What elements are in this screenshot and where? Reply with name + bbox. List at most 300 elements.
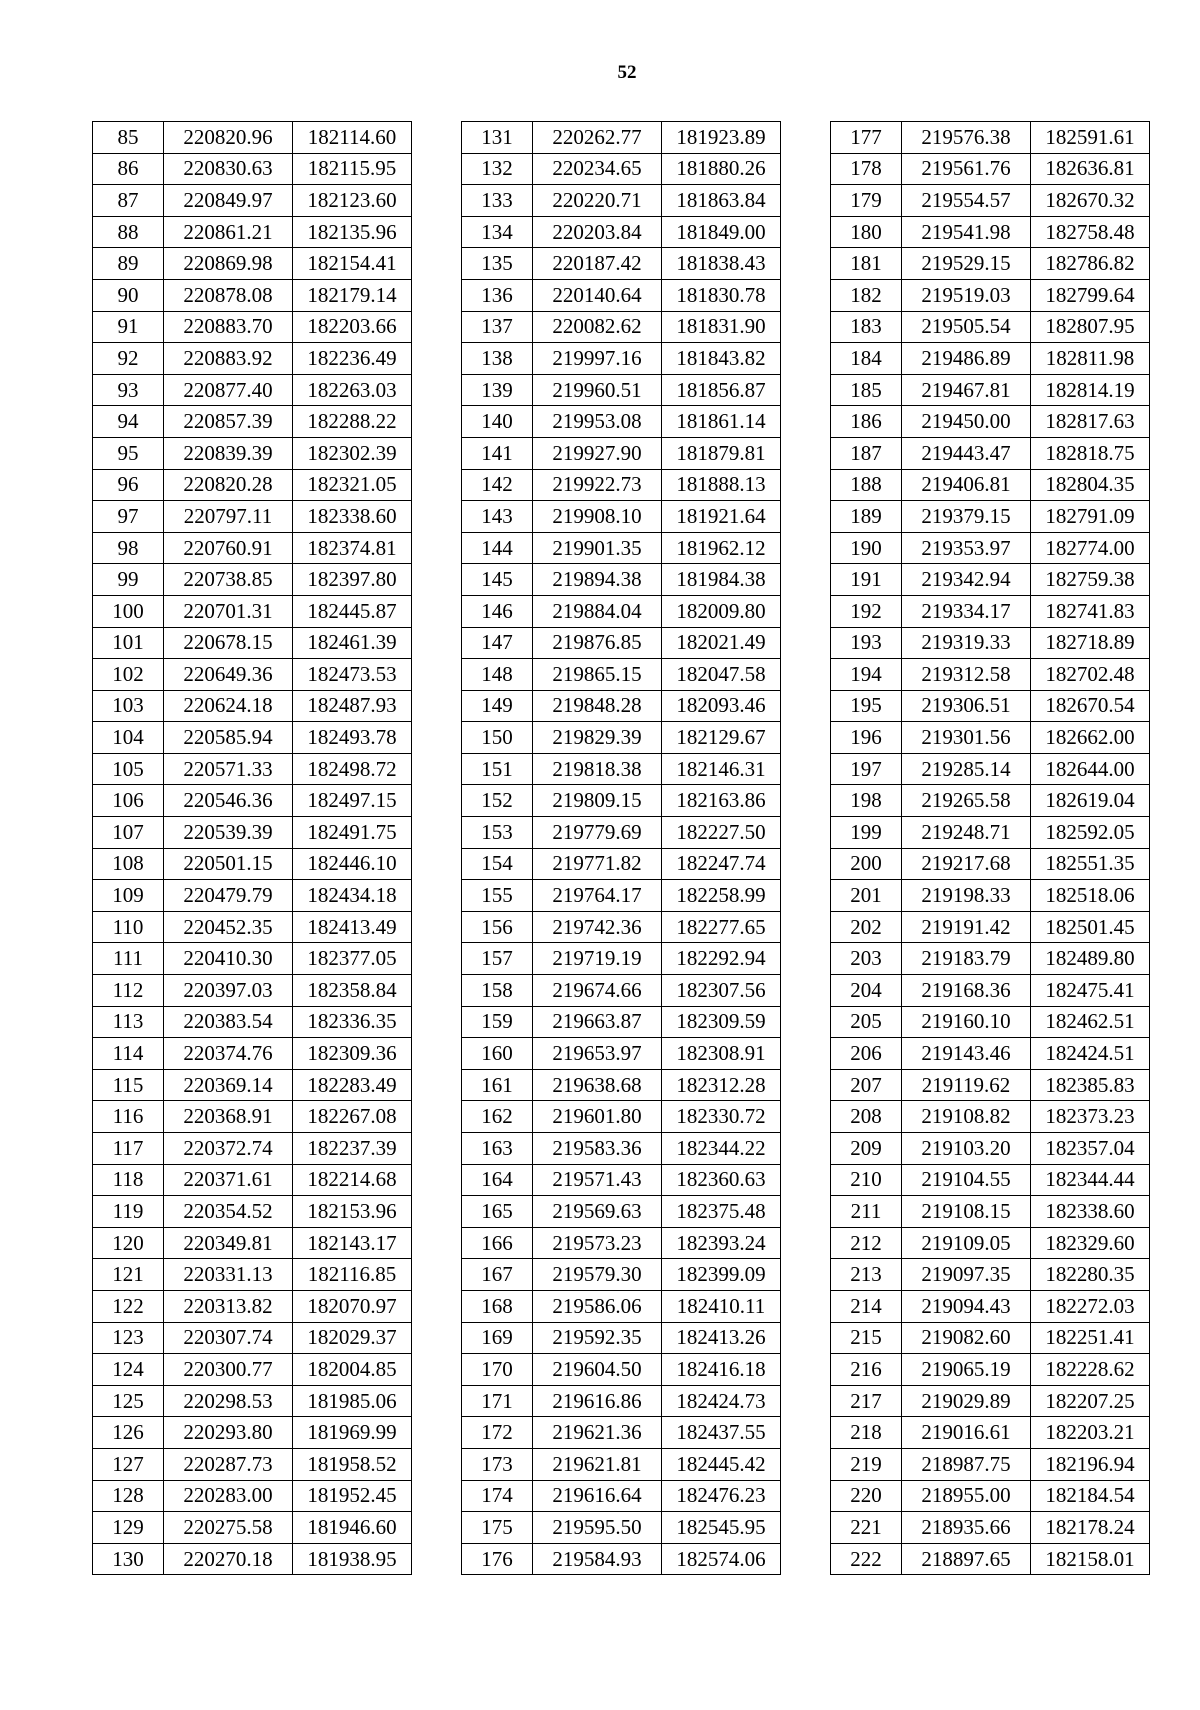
point-number-cell: 117 [93, 1133, 164, 1165]
point-number-cell: 102 [93, 659, 164, 691]
point-number-cell: 153 [462, 817, 533, 849]
x-coordinate-cell: 219719.19 [533, 943, 662, 975]
point-number-cell: 210 [831, 1164, 902, 1196]
point-number-cell: 217 [831, 1385, 902, 1417]
y-coordinate-cell: 182424.73 [662, 1385, 781, 1417]
y-coordinate-cell: 182123.60 [293, 185, 412, 217]
y-coordinate-cell: 182413.26 [662, 1322, 781, 1354]
table-row [93, 659, 412, 691]
point-number-cell: 177 [831, 122, 902, 154]
point-number-cell: 173 [462, 1448, 533, 1480]
y-coordinate-cell: 182163.86 [662, 785, 781, 817]
table-row [93, 1512, 412, 1544]
y-coordinate-cell: 181923.89 [662, 122, 781, 154]
y-coordinate-cell: 182377.05 [293, 943, 412, 975]
point-number-cell: 164 [462, 1164, 533, 1196]
table-row [831, 501, 1150, 533]
table-row [831, 1133, 1150, 1165]
x-coordinate-cell: 220234.65 [533, 153, 662, 185]
y-coordinate-cell: 182811.98 [1031, 343, 1150, 375]
table-row [93, 437, 412, 469]
x-coordinate-cell: 219997.16 [533, 343, 662, 375]
y-coordinate-cell: 182818.75 [1031, 437, 1150, 469]
table-row [831, 943, 1150, 975]
x-coordinate-cell: 219829.39 [533, 722, 662, 754]
x-coordinate-cell: 220313.82 [164, 1290, 293, 1322]
point-number-cell: 161 [462, 1069, 533, 1101]
y-coordinate-cell: 181969.99 [293, 1417, 412, 1449]
y-coordinate-cell: 181952.45 [293, 1480, 412, 1512]
y-coordinate-cell: 182336.35 [293, 1006, 412, 1038]
point-number-cell: 187 [831, 437, 902, 469]
x-coordinate-cell: 219922.73 [533, 469, 662, 501]
x-coordinate-cell: 219119.62 [902, 1069, 1031, 1101]
table-row [831, 1164, 1150, 1196]
y-coordinate-cell: 181880.26 [662, 153, 781, 185]
point-number-cell: 191 [831, 564, 902, 596]
x-coordinate-cell: 220820.28 [164, 469, 293, 501]
y-coordinate-cell: 182178.24 [1031, 1512, 1150, 1544]
x-coordinate-cell: 219108.82 [902, 1101, 1031, 1133]
x-coordinate-cell: 220368.91 [164, 1101, 293, 1133]
y-coordinate-cell: 182670.32 [1031, 185, 1150, 217]
table-row [93, 1259, 412, 1291]
x-coordinate-cell: 219595.50 [533, 1512, 662, 1544]
point-number-cell: 184 [831, 343, 902, 375]
x-coordinate-cell: 219674.66 [533, 975, 662, 1007]
x-coordinate-cell: 219865.15 [533, 659, 662, 691]
table-row [93, 1417, 412, 1449]
x-coordinate-cell: 218987.75 [902, 1448, 1031, 1480]
x-coordinate-cell: 220283.00 [164, 1480, 293, 1512]
y-coordinate-cell: 182791.09 [1031, 501, 1150, 533]
y-coordinate-cell: 182385.83 [1031, 1069, 1150, 1101]
point-number-cell: 193 [831, 627, 902, 659]
table-row [831, 122, 1150, 154]
y-coordinate-cell: 182283.49 [293, 1069, 412, 1101]
x-coordinate-cell: 219541.98 [902, 216, 1031, 248]
point-number-cell: 163 [462, 1133, 533, 1165]
y-coordinate-cell: 182312.28 [662, 1069, 781, 1101]
x-coordinate-cell: 219104.55 [902, 1164, 1031, 1196]
y-coordinate-cell: 182309.36 [293, 1038, 412, 1070]
x-coordinate-cell: 220571.33 [164, 753, 293, 785]
y-coordinate-cell: 182758.48 [1031, 216, 1150, 248]
point-number-cell: 186 [831, 406, 902, 438]
y-coordinate-cell: 181984.38 [662, 564, 781, 596]
point-number-cell: 192 [831, 595, 902, 627]
x-coordinate-cell: 219168.36 [902, 975, 1031, 1007]
y-coordinate-cell: 182158.01 [1031, 1543, 1150, 1575]
y-coordinate-cell: 182814.19 [1031, 374, 1150, 406]
table-row [462, 880, 781, 912]
y-coordinate-cell: 181831.90 [662, 311, 781, 343]
x-coordinate-cell: 219306.51 [902, 690, 1031, 722]
table-row [831, 1259, 1150, 1291]
point-number-cell: 94 [93, 406, 164, 438]
point-number-cell: 208 [831, 1101, 902, 1133]
table-row [93, 785, 412, 817]
y-coordinate-cell: 182489.80 [1031, 943, 1150, 975]
table-row [462, 1322, 781, 1354]
x-coordinate-cell: 219198.33 [902, 880, 1031, 912]
point-number-cell: 162 [462, 1101, 533, 1133]
x-coordinate-cell: 220140.64 [533, 279, 662, 311]
point-number-cell: 137 [462, 311, 533, 343]
y-coordinate-cell: 181962.12 [662, 532, 781, 564]
table-row [93, 1069, 412, 1101]
point-number-cell: 148 [462, 659, 533, 691]
point-number-cell: 185 [831, 374, 902, 406]
x-coordinate-cell: 219342.94 [902, 564, 1031, 596]
y-coordinate-cell: 182227.50 [662, 817, 781, 849]
x-coordinate-cell: 220275.58 [164, 1512, 293, 1544]
x-coordinate-cell: 219312.58 [902, 659, 1031, 691]
table-row [831, 1069, 1150, 1101]
y-coordinate-cell: 182374.81 [293, 532, 412, 564]
point-number-cell: 152 [462, 785, 533, 817]
y-coordinate-cell: 182461.39 [293, 627, 412, 659]
point-number-cell: 176 [462, 1543, 533, 1575]
y-coordinate-cell: 182329.60 [1031, 1227, 1150, 1259]
y-coordinate-cell: 182009.80 [662, 595, 781, 627]
y-coordinate-cell: 182445.87 [293, 595, 412, 627]
point-number-cell: 103 [93, 690, 164, 722]
table-row [93, 532, 412, 564]
point-number-cell: 213 [831, 1259, 902, 1291]
table-row [93, 153, 412, 185]
table-row [462, 1101, 781, 1133]
point-number-cell: 85 [93, 122, 164, 154]
point-number-cell: 216 [831, 1354, 902, 1386]
y-coordinate-cell: 182498.72 [293, 753, 412, 785]
y-coordinate-cell: 182799.64 [1031, 279, 1150, 311]
point-number-cell: 200 [831, 848, 902, 880]
point-number-cell: 150 [462, 722, 533, 754]
point-number-cell: 159 [462, 1006, 533, 1038]
x-coordinate-cell: 220883.92 [164, 343, 293, 375]
coordinate-table-3 [830, 121, 1150, 1575]
x-coordinate-cell: 220585.94 [164, 722, 293, 754]
table-row [462, 532, 781, 564]
y-coordinate-cell: 182462.51 [1031, 1006, 1150, 1038]
x-coordinate-cell: 219029.89 [902, 1385, 1031, 1417]
y-coordinate-cell: 182196.94 [1031, 1448, 1150, 1480]
x-coordinate-cell: 218955.00 [902, 1480, 1031, 1512]
x-coordinate-cell: 219301.56 [902, 722, 1031, 754]
x-coordinate-cell: 220760.91 [164, 532, 293, 564]
table-row [462, 153, 781, 185]
x-coordinate-cell: 219571.43 [533, 1164, 662, 1196]
y-coordinate-cell: 182288.22 [293, 406, 412, 438]
coordinate-table-1 [92, 121, 412, 1575]
table-row [831, 216, 1150, 248]
y-coordinate-cell: 182004.85 [293, 1354, 412, 1386]
point-number-cell: 154 [462, 848, 533, 880]
y-coordinate-cell: 182807.95 [1031, 311, 1150, 343]
y-coordinate-cell: 182207.25 [1031, 1385, 1150, 1417]
table-row [93, 1480, 412, 1512]
x-coordinate-cell: 219467.81 [902, 374, 1031, 406]
x-coordinate-cell: 220797.11 [164, 501, 293, 533]
page-number: 52 [617, 62, 637, 83]
table-row [831, 975, 1150, 1007]
table-row [831, 437, 1150, 469]
table-row [831, 1196, 1150, 1228]
y-coordinate-cell: 182473.53 [293, 659, 412, 691]
table-row [462, 911, 781, 943]
y-coordinate-cell: 182662.00 [1031, 722, 1150, 754]
point-number-cell: 141 [462, 437, 533, 469]
table-row [831, 690, 1150, 722]
point-number-cell: 132 [462, 153, 533, 185]
y-coordinate-cell: 182475.41 [1031, 975, 1150, 1007]
table-row [831, 1417, 1150, 1449]
y-coordinate-cell: 182302.39 [293, 437, 412, 469]
x-coordinate-cell: 220857.39 [164, 406, 293, 438]
table-row [93, 279, 412, 311]
point-number-cell: 195 [831, 690, 902, 722]
table-row [831, 1101, 1150, 1133]
x-coordinate-cell: 220738.85 [164, 564, 293, 596]
x-coordinate-cell: 219901.35 [533, 532, 662, 564]
y-coordinate-cell: 182410.11 [662, 1290, 781, 1322]
x-coordinate-cell: 219443.47 [902, 437, 1031, 469]
y-coordinate-cell: 182373.23 [1031, 1101, 1150, 1133]
point-number-cell: 203 [831, 943, 902, 975]
x-coordinate-cell: 220372.74 [164, 1133, 293, 1165]
y-coordinate-cell: 182277.65 [662, 911, 781, 943]
point-number-cell: 113 [93, 1006, 164, 1038]
x-coordinate-cell: 219097.35 [902, 1259, 1031, 1291]
y-coordinate-cell: 181843.82 [662, 343, 781, 375]
point-number-cell: 98 [93, 532, 164, 564]
table-row [93, 248, 412, 280]
table-row [462, 406, 781, 438]
y-coordinate-cell: 182393.24 [662, 1227, 781, 1259]
table-row [831, 911, 1150, 943]
x-coordinate-cell: 219082.60 [902, 1322, 1031, 1354]
point-number-cell: 157 [462, 943, 533, 975]
x-coordinate-cell: 219616.64 [533, 1480, 662, 1512]
point-number-cell: 189 [831, 501, 902, 533]
table-row [462, 1259, 781, 1291]
table-row [93, 1354, 412, 1386]
table-row [93, 469, 412, 501]
y-coordinate-cell: 182591.61 [1031, 122, 1150, 154]
y-coordinate-cell: 182491.75 [293, 817, 412, 849]
table-row [462, 595, 781, 627]
x-coordinate-cell: 219604.50 [533, 1354, 662, 1386]
table-row [93, 122, 412, 154]
table-row [93, 1006, 412, 1038]
x-coordinate-cell: 220878.08 [164, 279, 293, 311]
y-coordinate-cell: 181938.95 [293, 1543, 412, 1575]
x-coordinate-cell: 219573.23 [533, 1227, 662, 1259]
y-coordinate-cell: 182399.09 [662, 1259, 781, 1291]
y-coordinate-cell: 182338.60 [293, 501, 412, 533]
x-coordinate-cell: 219579.30 [533, 1259, 662, 1291]
x-coordinate-cell: 220187.42 [533, 248, 662, 280]
y-coordinate-cell: 182592.05 [1031, 817, 1150, 849]
table-row [831, 1038, 1150, 1070]
point-number-cell: 134 [462, 216, 533, 248]
table-row [831, 785, 1150, 817]
y-coordinate-cell: 182759.38 [1031, 564, 1150, 596]
point-number-cell: 188 [831, 469, 902, 501]
y-coordinate-cell: 181863.84 [662, 185, 781, 217]
x-coordinate-cell: 219450.00 [902, 406, 1031, 438]
table-row [462, 1227, 781, 1259]
point-number-cell: 130 [93, 1543, 164, 1575]
table-row [462, 279, 781, 311]
point-number-cell: 204 [831, 975, 902, 1007]
x-coordinate-cell: 219529.15 [902, 248, 1031, 280]
y-coordinate-cell: 182786.82 [1031, 248, 1150, 280]
table-row [462, 469, 781, 501]
point-number-cell: 151 [462, 753, 533, 785]
point-number-cell: 131 [462, 122, 533, 154]
x-coordinate-cell: 219848.28 [533, 690, 662, 722]
point-number-cell: 144 [462, 532, 533, 564]
x-coordinate-cell: 220307.74 [164, 1322, 293, 1354]
point-number-cell: 93 [93, 374, 164, 406]
table-row [462, 1133, 781, 1165]
point-number-cell: 108 [93, 848, 164, 880]
point-number-cell: 86 [93, 153, 164, 185]
point-number-cell: 104 [93, 722, 164, 754]
y-coordinate-cell: 182129.67 [662, 722, 781, 754]
table-row [831, 311, 1150, 343]
table-row [462, 343, 781, 375]
table-row [462, 1038, 781, 1070]
table-row [831, 1006, 1150, 1038]
point-number-cell: 221 [831, 1512, 902, 1544]
table-row [93, 1133, 412, 1165]
x-coordinate-cell: 220397.03 [164, 975, 293, 1007]
y-coordinate-cell: 182135.96 [293, 216, 412, 248]
x-coordinate-cell: 219818.38 [533, 753, 662, 785]
point-number-cell: 106 [93, 785, 164, 817]
table-row [462, 564, 781, 596]
table-row [93, 1164, 412, 1196]
x-coordinate-cell: 219583.36 [533, 1133, 662, 1165]
y-coordinate-cell: 182476.23 [662, 1480, 781, 1512]
x-coordinate-cell: 220678.15 [164, 627, 293, 659]
point-number-cell: 100 [93, 595, 164, 627]
y-coordinate-cell: 182228.62 [1031, 1354, 1150, 1386]
y-coordinate-cell: 182236.49 [293, 343, 412, 375]
point-number-cell: 115 [93, 1069, 164, 1101]
x-coordinate-cell: 219601.80 [533, 1101, 662, 1133]
x-coordinate-cell: 219742.36 [533, 911, 662, 943]
y-coordinate-cell: 182184.54 [1031, 1480, 1150, 1512]
point-number-cell: 116 [93, 1101, 164, 1133]
table-row [462, 1480, 781, 1512]
point-number-cell: 206 [831, 1038, 902, 1070]
table-row [831, 848, 1150, 880]
y-coordinate-cell: 182413.49 [293, 911, 412, 943]
point-number-cell: 146 [462, 595, 533, 627]
y-coordinate-cell: 181861.14 [662, 406, 781, 438]
table-row [831, 1385, 1150, 1417]
y-coordinate-cell: 182307.56 [662, 975, 781, 1007]
y-coordinate-cell: 182338.60 [1031, 1196, 1150, 1228]
y-coordinate-cell: 182330.72 [662, 1101, 781, 1133]
x-coordinate-cell: 219894.38 [533, 564, 662, 596]
coordinate-table-2 [461, 121, 781, 1575]
y-coordinate-cell: 182070.97 [293, 1290, 412, 1322]
table-row [462, 1354, 781, 1386]
point-number-cell: 89 [93, 248, 164, 280]
x-coordinate-cell: 220501.15 [164, 848, 293, 880]
y-coordinate-cell: 182114.60 [293, 122, 412, 154]
y-coordinate-cell: 182047.58 [662, 659, 781, 691]
y-coordinate-cell: 182203.21 [1031, 1417, 1150, 1449]
point-number-cell: 175 [462, 1512, 533, 1544]
table-row [93, 311, 412, 343]
y-coordinate-cell: 182029.37 [293, 1322, 412, 1354]
point-number-cell: 196 [831, 722, 902, 754]
y-coordinate-cell: 182214.68 [293, 1164, 412, 1196]
x-coordinate-cell: 219779.69 [533, 817, 662, 849]
table-row [462, 659, 781, 691]
table-row [462, 722, 781, 754]
y-coordinate-cell: 182146.31 [662, 753, 781, 785]
point-number-cell: 114 [93, 1038, 164, 1070]
point-number-cell: 122 [93, 1290, 164, 1322]
y-coordinate-cell: 182358.84 [293, 975, 412, 1007]
table-row [831, 880, 1150, 912]
x-coordinate-cell: 219876.85 [533, 627, 662, 659]
x-coordinate-cell: 220287.73 [164, 1448, 293, 1480]
x-coordinate-cell: 219653.97 [533, 1038, 662, 1070]
x-coordinate-cell: 220203.84 [533, 216, 662, 248]
table-row [462, 943, 781, 975]
x-coordinate-cell: 220883.70 [164, 311, 293, 343]
y-coordinate-cell: 181830.78 [662, 279, 781, 311]
point-number-cell: 190 [831, 532, 902, 564]
point-number-cell: 97 [93, 501, 164, 533]
table-row [462, 1290, 781, 1322]
point-number-cell: 105 [93, 753, 164, 785]
point-number-cell: 167 [462, 1259, 533, 1291]
point-number-cell: 180 [831, 216, 902, 248]
table-row [831, 248, 1150, 280]
y-coordinate-cell: 182670.54 [1031, 690, 1150, 722]
table-row [93, 880, 412, 912]
y-coordinate-cell: 181856.87 [662, 374, 781, 406]
y-coordinate-cell: 182774.00 [1031, 532, 1150, 564]
y-coordinate-cell: 182718.89 [1031, 627, 1150, 659]
table-row [93, 848, 412, 880]
y-coordinate-cell: 181838.43 [662, 248, 781, 280]
y-coordinate-cell: 182741.83 [1031, 595, 1150, 627]
point-number-cell: 171 [462, 1385, 533, 1417]
x-coordinate-cell: 220270.18 [164, 1543, 293, 1575]
point-number-cell: 145 [462, 564, 533, 596]
y-coordinate-cell: 182551.35 [1031, 848, 1150, 880]
table-row [831, 817, 1150, 849]
point-number-cell: 194 [831, 659, 902, 691]
x-coordinate-cell: 220331.13 [164, 1259, 293, 1291]
x-coordinate-cell: 219505.54 [902, 311, 1031, 343]
table-row [831, 1543, 1150, 1575]
table-row [93, 975, 412, 1007]
y-coordinate-cell: 181946.60 [293, 1512, 412, 1544]
x-coordinate-cell: 220300.77 [164, 1354, 293, 1386]
table-row [93, 1448, 412, 1480]
